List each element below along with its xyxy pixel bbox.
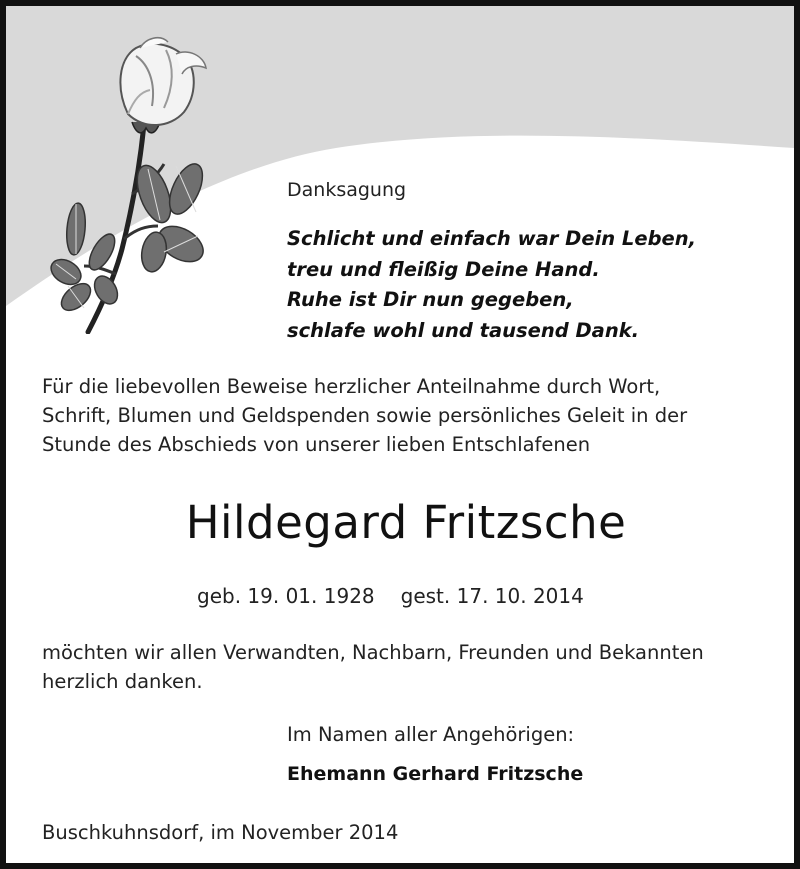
birth-date: geb. 19. 01. 1928	[197, 584, 375, 608]
verse-line: Ruhe ist Dir nun gegeben,	[287, 288, 574, 311]
place-and-date: Buschkuhnsdorf, im November 2014	[42, 821, 399, 844]
deceased-name: Hildegard Fritzsche	[185, 496, 627, 549]
signature-name: Ehemann Gerhard Fritzsche	[287, 763, 584, 785]
intro-line: Stunde des Abschieds von unserer lieben Entschlafenen	[42, 433, 591, 456]
signature-line: Im Namen aller Angehörigen:	[287, 723, 575, 746]
thanks-paragraph	[42, 638, 704, 696]
memorial-verse	[287, 224, 696, 346]
life-dates	[197, 584, 584, 608]
intro-line: Schrift, Blumen und Geldspenden sowie persönliches Geleit in der	[42, 404, 688, 427]
intro-paragraph	[42, 372, 687, 459]
thanks-line: möchten wir allen Verwandten, Nachbarn, Freunden und Bekannten	[42, 641, 704, 664]
verse-line: Schlicht und einfach war Dein Leben,	[287, 227, 697, 250]
death-date: gest. 17. 10. 2014	[400, 584, 584, 608]
thanks-line: herzlich danken.	[42, 670, 203, 693]
rose-illustration	[36, 34, 216, 334]
intro-line: Für die liebevollen Beweise herzlicher Anteilnahme durch Wort,	[42, 375, 661, 398]
verse-line: treu und fleißig Deine Hand.	[287, 257, 600, 281]
verse-line: schlafe wohl und tausend Dank.	[287, 318, 640, 342]
notice-heading: Danksagung	[287, 179, 407, 201]
